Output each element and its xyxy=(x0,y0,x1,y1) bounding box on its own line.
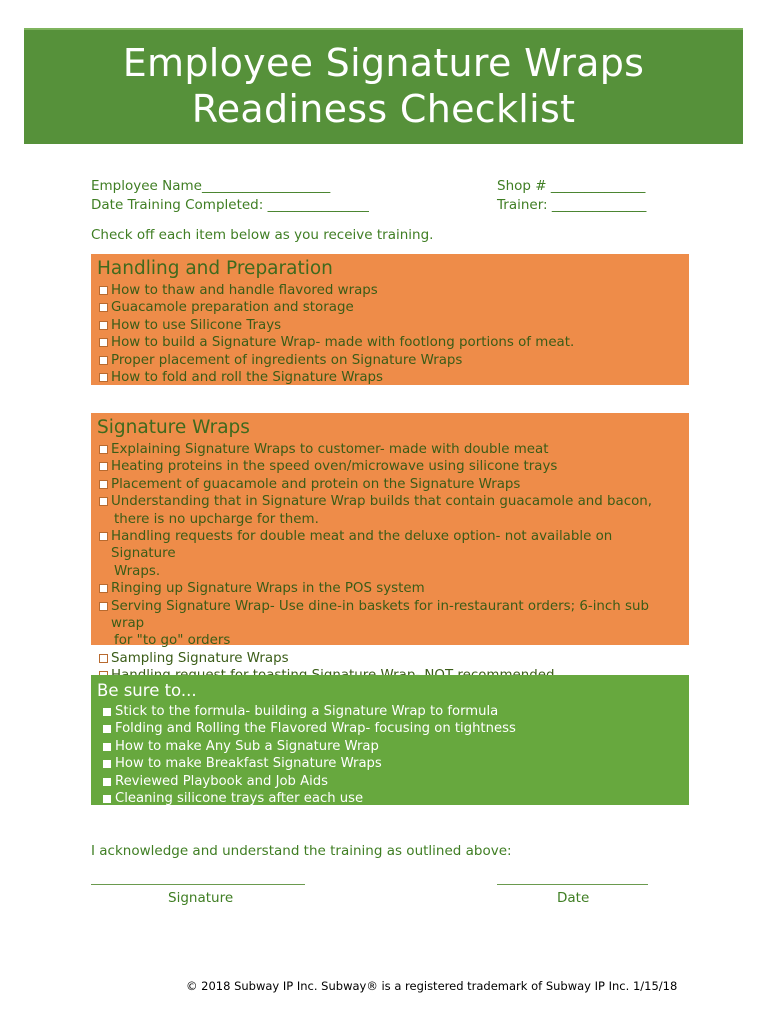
checkbox-icon[interactable] xyxy=(99,321,108,330)
checklist-item-text: Serving Signature Wrap- Use dine-in baskets for in-restaurant orders; 6-inch sub wrap xyxy=(111,598,649,632)
title-banner xyxy=(24,28,743,144)
bullet-square-icon xyxy=(103,708,111,716)
signature-label: Signature xyxy=(168,890,234,906)
checklist-item-text: there is no upcharge for them. xyxy=(114,511,319,527)
employee-name-field[interactable]: Employee Name___________________ xyxy=(91,178,331,194)
section-heading: Handling and Preparation xyxy=(97,258,333,279)
footer-copyright: © 2018 Subway IP Inc. Subway® is a registered trademark of Subway IP Inc. 1/15/18 xyxy=(186,979,678,993)
checklist-item-text: How to use Silicone Trays xyxy=(111,317,282,333)
title-line-2: Readiness Checklist xyxy=(191,87,576,131)
checkbox-icon[interactable] xyxy=(99,532,108,541)
checklist-item-text: Heating proteins in the speed oven/microwave using silicone trays xyxy=(111,459,558,475)
checklist-item-text: How to make Breakfast Signature Wraps xyxy=(115,756,382,772)
checkbox-icon[interactable] xyxy=(99,497,108,506)
checkbox-icon[interactable] xyxy=(99,654,108,663)
bullet-square-icon xyxy=(103,725,111,733)
checkbox-icon[interactable] xyxy=(99,584,108,593)
bullet-square-icon xyxy=(103,760,111,768)
checklist-item[interactable] xyxy=(97,790,681,807)
checklist-item-text: How to build a Signature Wrap- made with footlong portions of meat. xyxy=(111,335,575,351)
section-signature-wraps xyxy=(91,413,689,666)
checklist-item-text: How to make Any Sub a Signature Wrap xyxy=(115,738,379,754)
checklist-item[interactable] xyxy=(97,703,681,720)
signature-line[interactable] xyxy=(91,884,305,885)
checklist-item[interactable] xyxy=(97,441,681,458)
checklist-item[interactable] xyxy=(97,720,681,737)
section-heading: Be sure to... xyxy=(97,681,197,700)
intro-text: Check off each item below as you receive training. xyxy=(91,227,434,243)
checkbox-icon[interactable] xyxy=(99,462,108,471)
checklist-item-text: Reviewed Playbook and Job Aids xyxy=(115,773,329,789)
checkbox-icon[interactable] xyxy=(99,602,108,611)
bullet-square-icon xyxy=(103,795,111,803)
checklist-item[interactable] xyxy=(97,738,681,755)
checkbox-icon[interactable] xyxy=(99,303,108,312)
shop-number-field[interactable]: Shop # ______________ xyxy=(497,178,646,194)
checklist-item-text: Cleaning silicone trays after each use xyxy=(115,791,364,807)
checklist-item-text: Guacamole preparation and storage xyxy=(111,300,354,316)
date-label: Date xyxy=(557,890,590,906)
checklist-item-text: How to fold and roll the Signature Wraps xyxy=(111,370,384,386)
checklist-item[interactable] xyxy=(97,299,681,316)
checklist-item[interactable] xyxy=(97,650,681,667)
checkbox-icon[interactable] xyxy=(99,373,108,382)
checklist-item[interactable] xyxy=(97,282,681,299)
date-completed-field[interactable]: Date Training Completed: _______________ xyxy=(91,197,369,213)
title-line-1: Employee Signature Wraps xyxy=(122,41,645,85)
section-be-sure-to xyxy=(91,675,689,805)
checkbox-icon[interactable] xyxy=(99,445,108,454)
checklist-item[interactable] xyxy=(97,334,681,351)
checklist-item[interactable] xyxy=(97,352,681,369)
checklist-item[interactable] xyxy=(97,755,681,772)
checkbox-icon[interactable] xyxy=(99,480,108,489)
checklist-item-text: Understanding that in Signature Wrap builds that contain guacamole and bacon, xyxy=(111,494,653,510)
checklist-item-text: How to thaw and handle flavored wraps xyxy=(111,283,378,298)
checkbox-icon[interactable] xyxy=(99,338,108,347)
checklist-item[interactable] xyxy=(97,317,681,334)
checklist-item[interactable] xyxy=(97,458,681,475)
checklist-item[interactable] xyxy=(97,773,681,790)
acknowledgement-text: I acknowledge and understand the training as outlined above: xyxy=(91,843,512,859)
checklist-item-text: Handling requests for double meat and the deluxe option- not available on Signature xyxy=(111,529,613,562)
checkbox-icon[interactable] xyxy=(99,356,108,365)
checklist-item-text: Folding and Rolling the Flavored Wrap- focusing on tightness xyxy=(115,721,516,737)
checklist-item[interactable] xyxy=(97,598,681,650)
checklist-item-text: for "to go" orders xyxy=(114,633,231,649)
checklist-item-text: Proper placement of ingredients on Signature Wraps xyxy=(111,352,463,368)
checklist-item-text: Explaining Signature Wraps to customer- made with double meat xyxy=(111,442,549,457)
checklist-item[interactable] xyxy=(97,528,681,580)
checklist-item[interactable] xyxy=(97,369,681,386)
section-handling-preparation xyxy=(91,254,689,385)
date-line[interactable] xyxy=(497,884,648,885)
checklist-item-text: Stick to the formula- building a Signature Wrap to formula xyxy=(115,704,499,719)
bullet-square-icon xyxy=(103,743,111,751)
checklist-item[interactable] xyxy=(97,476,681,493)
checklist-item[interactable] xyxy=(97,493,681,528)
checklist-item-text: Wraps. xyxy=(114,563,161,579)
checklist-item-text: Sampling Signature Wraps xyxy=(111,650,289,666)
checkbox-icon[interactable] xyxy=(99,286,108,295)
trainer-field[interactable]: Trainer: ______________ xyxy=(497,197,647,213)
checklist-item-text: Ringing up Signature Wraps in the POS system xyxy=(111,581,425,597)
bullet-square-icon xyxy=(103,778,111,786)
checklist-item-text: Placement of guacamole and protein on the Signature Wraps xyxy=(111,476,521,492)
section-heading: Signature Wraps xyxy=(97,417,250,438)
checklist-item[interactable] xyxy=(97,580,681,597)
